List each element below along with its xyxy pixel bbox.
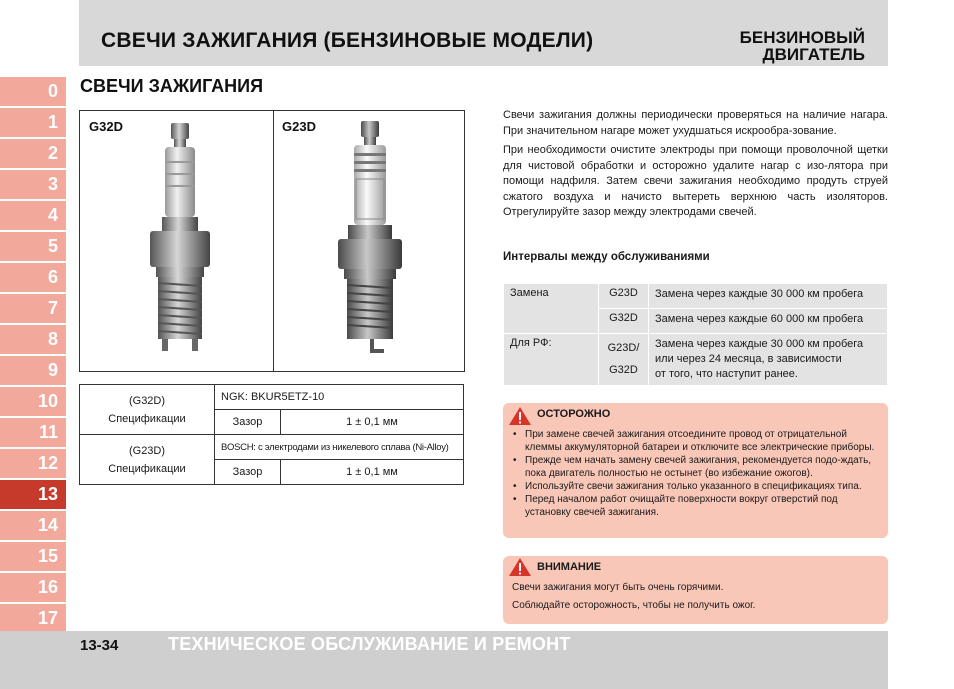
tab-label: 11 (38, 422, 58, 442)
page-number: 13-34 (80, 637, 119, 654)
warning-text: Соблюдайте осторожность, чтобы не получить ожог. (512, 600, 756, 611)
tab-17[interactable] (0, 604, 66, 633)
intervals-table (503, 283, 888, 386)
interval-value: Замена через каждые 30 000 км пробега (649, 284, 888, 309)
paragraph: Свечи зажигания должны периодически проверяться на наличие нагара. При значительном нагаре может ухудшаться искрообра-зование. (503, 109, 888, 137)
spec-gap-value: 1 ± 0,1 мм (281, 460, 464, 485)
spec-label: Спецификации (108, 412, 186, 425)
spec-label: Спецификации (108, 462, 186, 475)
tab-8[interactable] (0, 325, 66, 354)
tab-0[interactable] (0, 77, 66, 106)
list-item: • Прежде чем начать замену свечей зажигания, рекомендуется подо-ждать, пока двигатель полностью не остынет (во избежание ожогов). (511, 454, 878, 480)
tab-5[interactable] (0, 232, 66, 261)
section-label-line1: БЕНЗИНОВЫЙ (739, 28, 865, 47)
chapter-tabs (0, 77, 66, 635)
tab-16[interactable] (0, 573, 66, 602)
body-text (503, 108, 888, 225)
interval-value-line: или через 24 месяца, в зависимости (655, 353, 842, 365)
caution-title: ОСТОРОЖНО (537, 408, 611, 420)
spec-table (79, 384, 464, 485)
tab-label: 16 (37, 577, 58, 597)
interval-model: G23D (599, 284, 649, 309)
tab-label: 8 (47, 329, 58, 349)
section-label-line2: ДВИГАТЕЛЬ (762, 45, 865, 64)
tab-label: 2 (47, 143, 58, 163)
section-label (740, 29, 865, 63)
spec-model-cell (80, 435, 215, 485)
warning-triangle-icon (508, 557, 532, 577)
list-item: • Перед началом работ очищайте поверхности вокруг отверстий под установку свечей зажигания. (511, 493, 878, 519)
intervals-heading: Интервалы между обслуживаниями (503, 251, 710, 263)
table-row (80, 385, 464, 410)
tab-label: 3 (47, 174, 58, 194)
table-row (80, 435, 464, 460)
spec-gap-label: Зазор (215, 410, 281, 435)
tab-6[interactable] (0, 263, 66, 292)
spec-brand: NGK: BKUR5ETZ-10 (215, 385, 464, 410)
tab-11[interactable] (0, 418, 66, 447)
interval-model-line: G32D (609, 364, 638, 376)
tab-label: 10 (37, 391, 58, 411)
paragraph: При необходимости очистите электроды при помощи проволочной щетки для чистовой обработки и осторожно удалите нагар с изо-лятора при помощи надфиля. Затем свечи зажигания необходимо продуть струей сжатого воздуха и начисто вытереть верхнюю часть изоляторов. Отрегулируйте зазор между электродами свечей. (503, 144, 888, 218)
tab-label: 5 (47, 236, 58, 256)
table-row (504, 284, 888, 309)
plug-label-g32d: G32D (89, 119, 123, 134)
tab-12[interactable] (0, 449, 66, 478)
tab-label: 7 (47, 298, 58, 318)
tab-label: 6 (47, 267, 58, 287)
tab-10[interactable] (0, 387, 66, 416)
interval-model (599, 334, 649, 386)
warning-title: ВНИМАНИЕ (537, 561, 602, 573)
spec-model: (G23D) (128, 444, 166, 457)
tab-2[interactable] (0, 139, 66, 168)
spark-plug-g32d-image (140, 121, 220, 361)
spec-model-cell (80, 385, 215, 435)
tab-1[interactable] (0, 108, 66, 137)
tab-label: 4 (47, 205, 58, 225)
interval-value-line: Замена через каждые 30 000 км пробега (655, 338, 864, 350)
warning-triangle-icon (508, 406, 532, 426)
spec-brand: BOSCH: с электродами из никелевого сплава (Ni-Alloy) (215, 435, 464, 460)
chapter-title: ТЕХНИЧЕСКОЕ ОБСЛУЖИВАНИЕ И РЕМОНТ (168, 634, 571, 654)
table-row (504, 334, 888, 386)
tab-9[interactable] (0, 356, 66, 385)
interval-key: Замена (504, 284, 599, 334)
spark-plug-g23d-image (330, 119, 410, 361)
caution-list (511, 428, 878, 519)
tab-14[interactable] (0, 511, 66, 540)
interval-model: G32D (599, 309, 649, 334)
page-header (79, 0, 888, 66)
spec-gap-value: 1 ± 0,1 мм (281, 410, 464, 435)
spec-gap-label: Зазор (215, 460, 281, 485)
list-item: • При замене свечей зажигания отсоедините провод от отрицательной клеммы аккумуляторной батареи и отключите все электрические приборы. (511, 428, 878, 454)
tab-label: 0 (47, 81, 58, 101)
tab-7[interactable] (0, 294, 66, 323)
interval-value: Замена через каждые 60 000 км пробега (649, 309, 888, 334)
tab-4[interactable] (0, 201, 66, 230)
tab-label: 12 (37, 453, 58, 473)
tab-label: 14 (37, 515, 58, 535)
tab-3[interactable] (0, 170, 66, 199)
tab-label: 13 (37, 484, 58, 504)
tab-label: 17 (37, 608, 58, 628)
tab-13[interactable] (0, 480, 66, 509)
figure-divider (273, 111, 274, 371)
page-title: СВЕЧИ ЗАЖИГАНИЯ (БЕНЗИНОВЫЕ МОДЕЛИ) (101, 29, 594, 52)
tab-label: 9 (47, 360, 58, 380)
interval-model-line: G23D/ (607, 342, 640, 354)
warning-text: Свечи зажигания могут быть очень горячими. (512, 582, 724, 593)
section-title: СВЕЧИ ЗАЖИГАНИЯ (80, 76, 264, 96)
tab-15[interactable] (0, 542, 66, 571)
spec-model: (G32D) (128, 394, 166, 407)
interval-key: Для РФ: (504, 334, 599, 386)
spark-plug-figure (79, 110, 465, 372)
warning-box (503, 556, 888, 624)
list-item: • Используйте свечи зажигания только указанного в спецификациях типа. (511, 480, 878, 493)
caution-box (503, 403, 888, 538)
interval-value-line: от того, что наступит ранее. (655, 368, 798, 380)
interval-value (649, 334, 888, 386)
tab-label: 1 (47, 112, 58, 132)
tab-label: 15 (37, 546, 58, 566)
plug-label-g23d: G23D (282, 119, 316, 134)
page-footer (0, 631, 888, 689)
